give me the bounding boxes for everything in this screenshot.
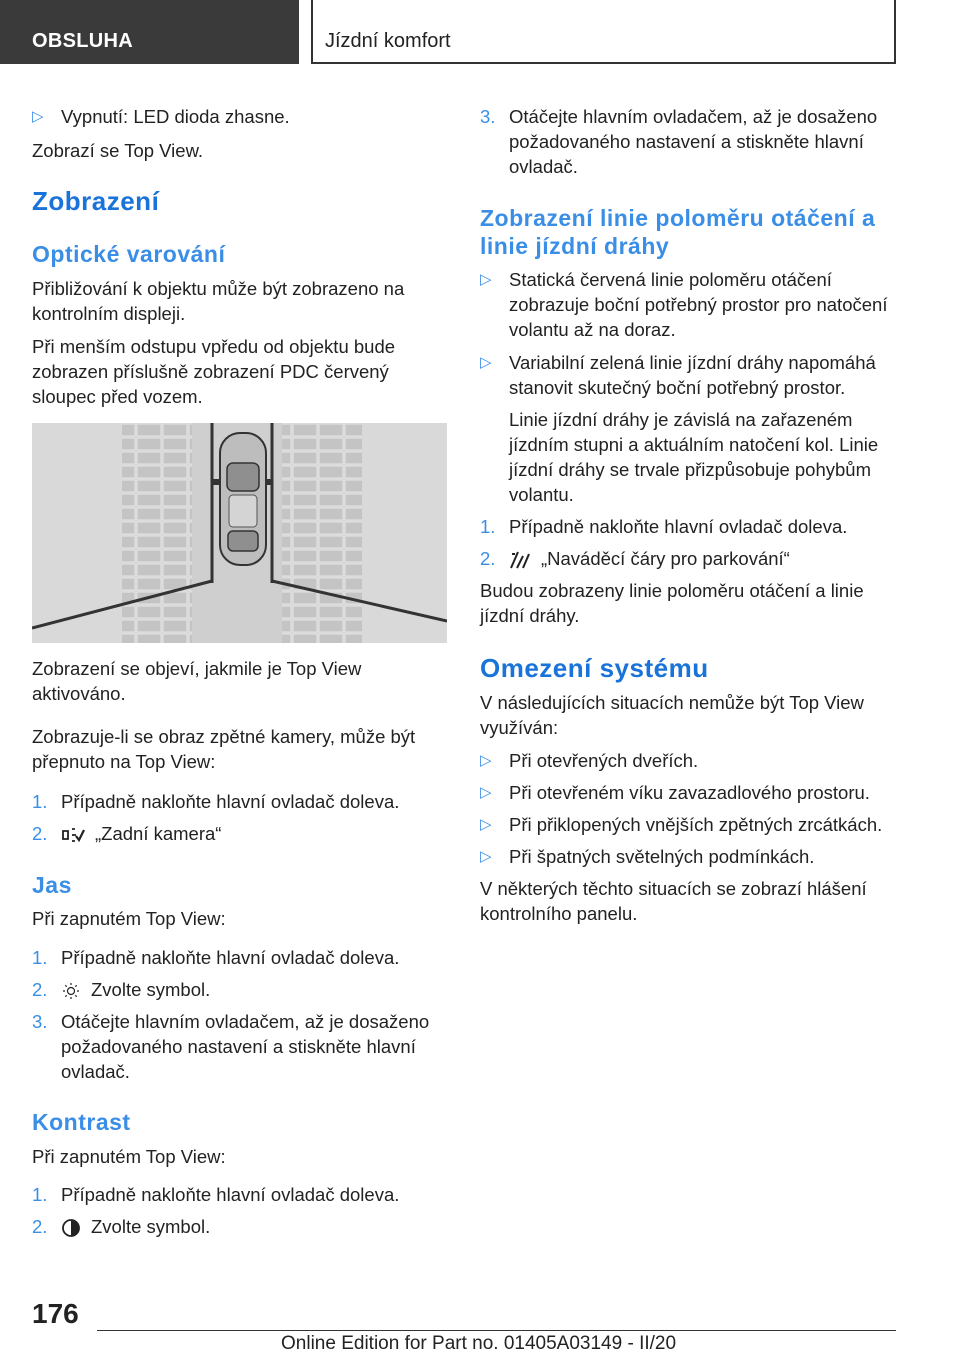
limit-item-mirrors: ▷ Při přiklopených vnějších zpětných zrcátkách. xyxy=(480,814,883,835)
page-number: 176 xyxy=(32,1298,79,1329)
parking-guide-lines-icon xyxy=(509,550,531,570)
step-b-2: 2. Zvolte symbol. xyxy=(32,979,211,1000)
contrast-icon xyxy=(61,1218,81,1238)
bullet-red-line: ▷ Statická červená linie poloměru otáčení zobrazuje boční potřebný prostor pro natočení volantu až na doraz. xyxy=(480,269,888,340)
rear-camera-icon xyxy=(61,826,85,844)
heading-guide-lines: Zobrazení linie poloměru otáčení a linie jízdní dráhy xyxy=(480,205,876,259)
triangle-right-icon: ▷ xyxy=(32,108,44,125)
paving-right xyxy=(282,423,362,643)
paving-left xyxy=(122,423,192,643)
step-d-2: 2. „Naváděcí čáry pro parkování“ xyxy=(480,548,790,569)
heading-contrast: Kontrast xyxy=(32,1109,131,1135)
optical-paragraph-2: Při menším odstupu vpředu od objektu bude zobrazen příslušně zobrazení PDC červený sloupec před vozem. xyxy=(32,336,396,407)
limits-intro: V následujících situacích nemůže být Top View využíván: xyxy=(480,692,864,738)
header-chapter-title: Jízdní komfort xyxy=(311,0,896,64)
triangle-right-icon: ▷ xyxy=(480,354,492,371)
brightness-intro: Při zapnutém Top View: xyxy=(32,908,226,929)
limit-item-trunk: ▷ Při otevřeném víku zavazadlového prostoru. xyxy=(480,782,870,803)
limit-item-light: ▷ Při špatných světelných podmínkách. xyxy=(480,846,815,867)
triangle-right-icon: ▷ xyxy=(480,848,492,865)
heading-brightness: Jas xyxy=(32,872,72,898)
sun-icon xyxy=(61,982,81,1000)
step-a-2: 2. „Zadní kamera“ xyxy=(32,823,222,844)
top-view-drawing xyxy=(32,423,447,643)
limit-item-doors: ▷ Při otevřených dveřích. xyxy=(480,750,699,771)
contrast-intro: Při zapnutém Top View: xyxy=(32,1146,226,1167)
heading-system-limits: Omezení systému xyxy=(480,653,709,683)
footer-edition: Online Edition for Part no. 01405A03149 - II/20 xyxy=(281,1333,677,1354)
optical-paragraph-1: Přibližování k objektu může být zobrazeno na kontrolním displeji. xyxy=(32,278,405,324)
after-figure-paragraph-2: Zobrazuje-li se obraz zpětné kamery, může být přepnuto na Top View: xyxy=(32,726,416,772)
triangle-right-icon: ▷ xyxy=(480,816,492,833)
triangle-right-icon: ▷ xyxy=(480,784,492,801)
step-b-1: 1. Případně nakloňte hlavní ovladač doleva. xyxy=(32,947,400,968)
heading-display: Zobrazení xyxy=(32,186,160,216)
bullet-led-off: ▷ Vypnutí: LED dioda zhasne. xyxy=(32,106,290,127)
step-b-3: 3. Otáčejte hlavním ovladačem, až je dosaženo požadovaného nastavení a stiskněte hlavní ovladač. xyxy=(32,1011,430,1082)
step-right-3: 3. Otáčejte hlavním ovladačem, až je dosaženo požadovaného nastavení a stiskněte hlavní ovladač. xyxy=(480,106,878,177)
after-figure-paragraph-1: Zobrazení se objeví, jakmile je Top View aktivováno. xyxy=(32,658,362,704)
limits-outro: V některých těchto situacích se zobrazí hlášení kontrolního panelu. xyxy=(480,878,867,924)
triangle-right-icon: ▷ xyxy=(480,752,492,769)
step-c-2: 2. Zvolte symbol. xyxy=(32,1216,211,1237)
step-d-1: 1. Případně nakloňte hlavní ovladač doleva. xyxy=(480,516,848,537)
top-view-illustration xyxy=(32,423,447,643)
header-section-tab: OBSLUHA xyxy=(0,0,299,64)
heading-optical-warning: Optické varování xyxy=(32,241,226,267)
triangle-right-icon: ▷ xyxy=(480,271,492,288)
green-line-note: Linie jízdní dráhy je závislá na zařazeném jízdním stupni a aktuálním natočení kol. Linie jízdní dráhy se trvale přizpůsobuje pohybům volantu. xyxy=(509,409,879,505)
top-view-shown-text: Zobrazí se Top View. xyxy=(32,140,204,161)
lines-shown-text: Budou zobrazeny linie poloměru otáčení a linie jízdní dráhy. xyxy=(480,580,864,626)
step-a-1: 1. Případně nakloňte hlavní ovladač doleva. xyxy=(32,791,400,812)
car-top-view xyxy=(213,433,273,565)
step-c-1: 1. Případně nakloňte hlavní ovladač doleva. xyxy=(32,1184,400,1205)
footer-divider xyxy=(97,1330,896,1331)
bullet-green-line: ▷ Variabilní zelená linie jízdní dráhy napomáhá stanovit skutečný boční potřebný prostor. xyxy=(480,352,876,398)
